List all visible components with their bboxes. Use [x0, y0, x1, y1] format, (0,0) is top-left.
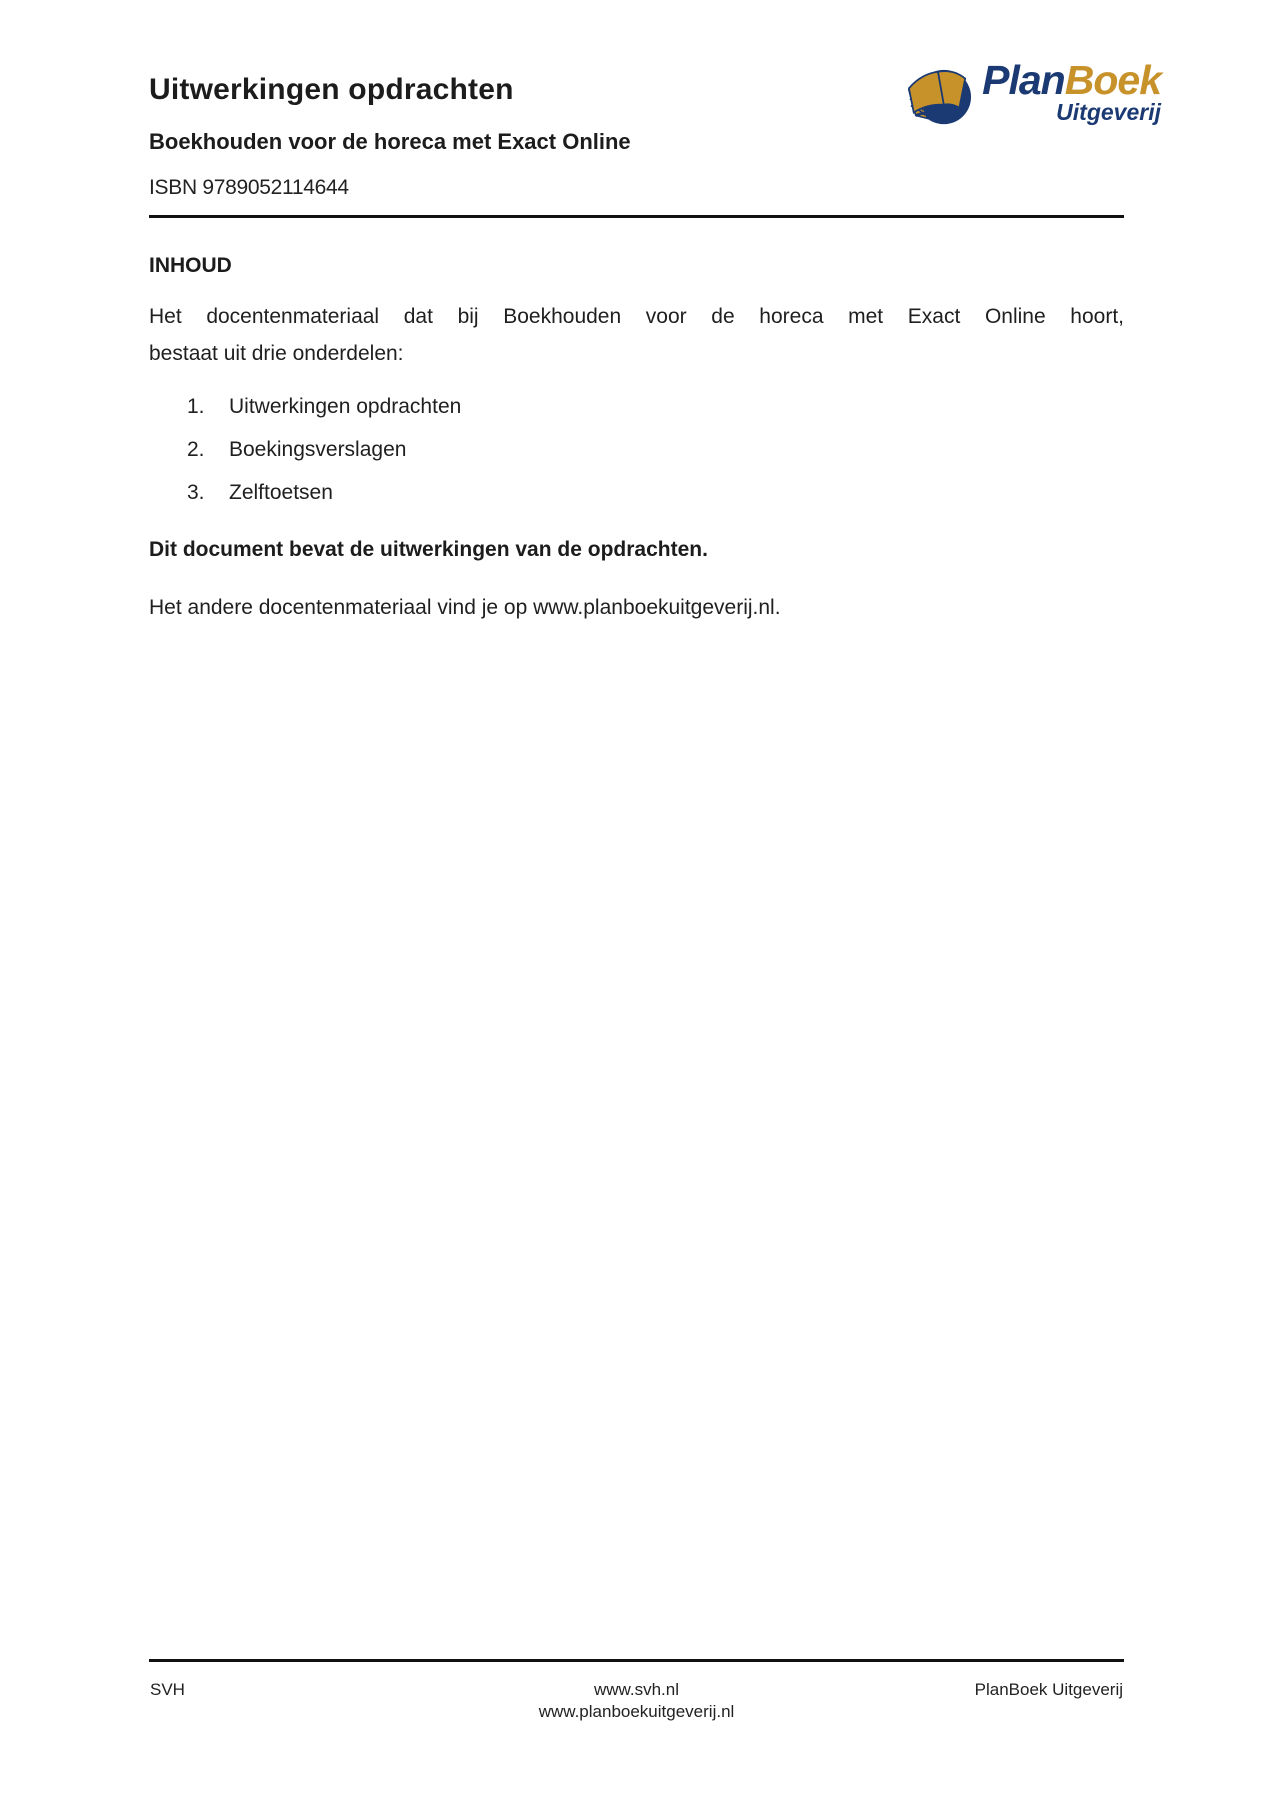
- list-item-number: 1.: [187, 395, 205, 418]
- list-item: [187, 480, 1124, 506]
- header-divider: [149, 215, 1124, 218]
- list-item-label: Uitwerkingen opdrachten: [229, 395, 462, 418]
- planboek-logo: [906, 58, 1161, 128]
- footer-right-text: PlanBoek Uitgeverij: [974, 1680, 1123, 1699]
- content-block: [149, 252, 1124, 622]
- footer-url-svh: www.svh.nl: [593, 1680, 680, 1699]
- logo-text-block: [982, 58, 1161, 125]
- page-title: Uitwerkingen opdrachten: [149, 73, 514, 106]
- logo-word-plan: Plan: [982, 57, 1065, 103]
- intro-line-2: bestaat uit drie onderdelen:: [149, 342, 404, 365]
- footer-left-text: SVH: [150, 1680, 185, 1699]
- isbn-text: ISBN 9789052114644: [149, 176, 349, 199]
- logo-subtext: Uitgeverij: [1056, 99, 1161, 125]
- list-item-number: 2.: [187, 438, 205, 461]
- list-item-label: Zelftoetsen: [229, 481, 333, 504]
- open-book-icon: [906, 66, 972, 128]
- page-footer: [149, 1659, 1124, 1723]
- inhoud-heading: INHOUD: [149, 254, 232, 277]
- list-item-label: Boekingsverslagen: [229, 438, 407, 461]
- page-subtitle: Boekhouden voor de horeca met Exact Online: [149, 129, 631, 154]
- numbered-list: [187, 394, 1124, 506]
- list-item-number: 3.: [187, 481, 205, 504]
- closing-sentence: Het andere docentenmateriaal vind je op www.planboekuitgeverij.nl.: [149, 596, 781, 619]
- list-item: [187, 394, 1124, 420]
- list-item: [187, 437, 1124, 463]
- logo-word-boek: Boek: [1064, 57, 1161, 103]
- intro-line-1: Het docentenmateriaal dat bij Boekhouden voor de horeca met Exact Online hoort,: [149, 305, 1124, 328]
- logo-wordmark: [982, 58, 1161, 102]
- footer-url-planboek: www.planboekuitgeverij.nl: [538, 1702, 735, 1721]
- emphasis-sentence: Dit document bevat de uitwerkingen van de opdrachten.: [149, 538, 708, 561]
- intro-paragraph: [149, 298, 1124, 372]
